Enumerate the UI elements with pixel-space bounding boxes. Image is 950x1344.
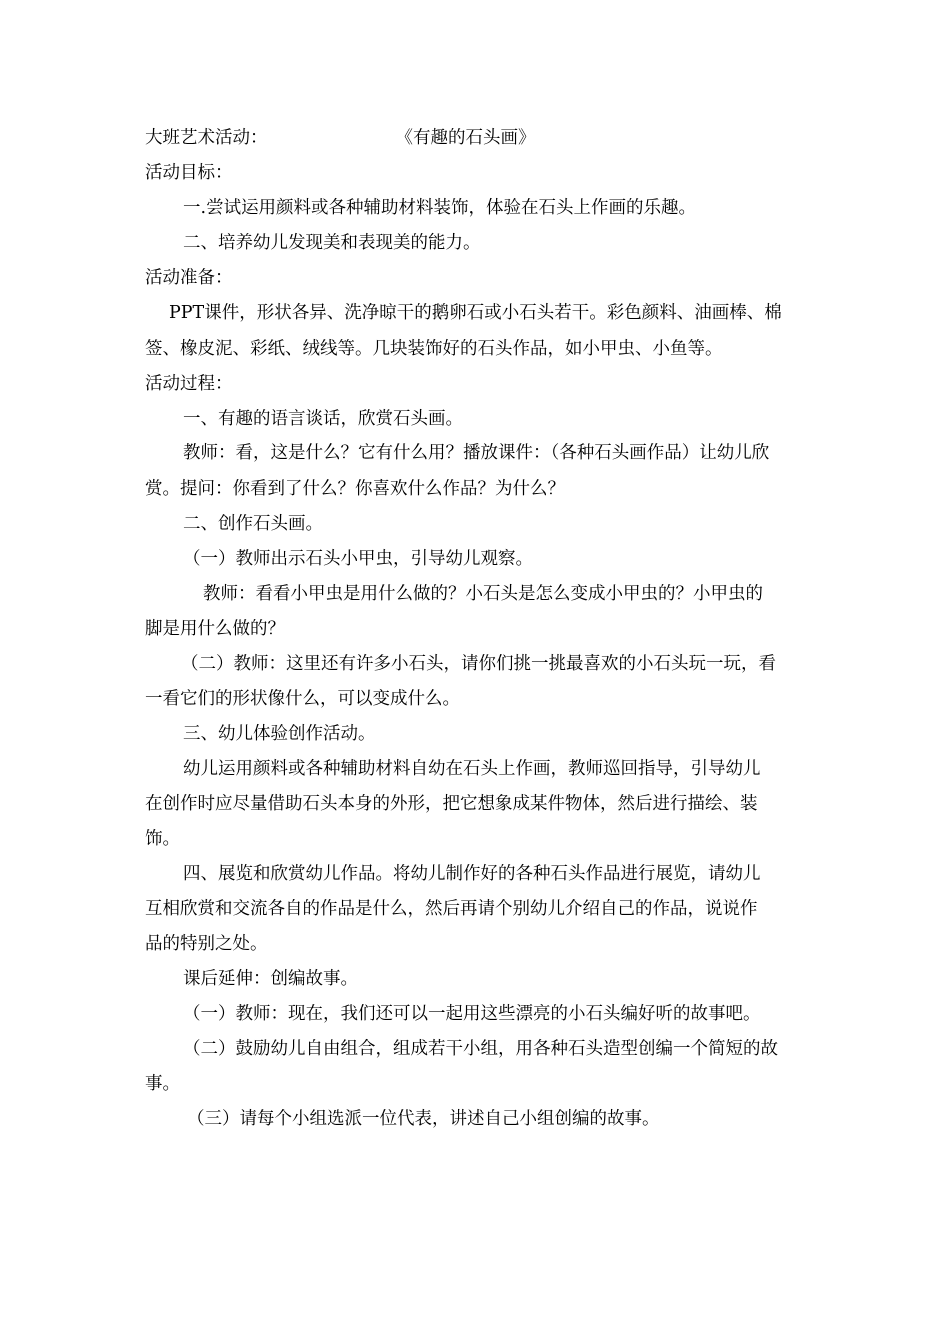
process-paragraph-line: 赏。提问：你看到了什么？你喜欢什么作品？为什么？ xyxy=(145,479,565,499)
preparation-paragraph-line: PPT课件，形状各异、洗净晾干的鹅卵石或小石头若干。彩色颜料、油画棒、棉 xyxy=(169,303,782,323)
process-substep: （一）教师出示石头小甲虫，引导幼儿观察。 xyxy=(183,549,533,569)
section-heading-goals: 活动目标： xyxy=(145,163,233,183)
preparation-paragraph-line: 签、橡皮泥、彩纸、绒线等。几块装饰好的石头作品，如小甲虫、小鱼等。 xyxy=(145,339,723,359)
process-paragraph-line: 脚是用什么做的？ xyxy=(145,619,285,639)
title-name: 《有趣的石头画》 xyxy=(395,128,536,148)
process-paragraph-line: 互相欣赏和交流各自的作品是什么，然后再请个别幼儿介绍自己的作品，说说作 xyxy=(145,899,758,919)
process-step-heading: 二、创作石头画。 xyxy=(183,514,323,534)
process-paragraph-line: 品的特别之处。 xyxy=(145,934,268,954)
goal-item-2: 二、培养幼儿发现美和表现美的能力。 xyxy=(183,233,481,253)
process-paragraph-line: 饰。 xyxy=(145,829,180,849)
process-paragraph-line: 幼儿运用颜料或各种辅助材料自幼在石头上作画，教师巡回指导，引导幼儿 xyxy=(183,759,761,779)
title-label: 大班艺术活动： xyxy=(145,128,268,148)
section-heading-preparation: 活动准备： xyxy=(145,268,233,288)
extension-item: （二）鼓励幼儿自由组合，组成若干小组，用各种石头造型创编一个简短的故 xyxy=(183,1039,778,1059)
process-step-heading: 三、幼儿体验创作活动。 xyxy=(183,724,376,744)
section-heading-extension: 课后延伸：创编故事。 xyxy=(183,969,358,989)
section-heading-process: 活动过程： xyxy=(145,374,233,394)
document-title xyxy=(145,126,536,150)
process-paragraph-line: 一看它们的形状像什么，可以变成什么。 xyxy=(145,689,460,709)
process-paragraph-line: 教师：看看小甲虫是用什么做的？小石头是怎么变成小甲虫的？小甲虫的 xyxy=(203,584,763,604)
extension-item: （一）教师：现在，我们还可以一起用这些漂亮的小石头编好听的故事吧。 xyxy=(183,1004,761,1024)
process-paragraph-line: 四、展览和欣赏幼儿作品。将幼儿制作好的各种石头作品进行展览，请幼儿 xyxy=(183,864,761,884)
process-paragraph-line: （二）教师：这里还有许多小石头，请你们挑一挑最喜欢的小石头玩一玩，看 xyxy=(181,654,776,674)
goal-item-1: 一.尝试运用颜料或各种辅助材料装饰，体验在石头上作画的乐趣。 xyxy=(183,198,697,218)
process-paragraph-line: 在创作时应尽量借助石头本身的外形，把它想象成某件物体，然后进行描绘、装 xyxy=(145,794,758,814)
extension-item: 事。 xyxy=(145,1074,180,1094)
process-paragraph-line: 教师：看，这是什么？它有什么用？播放课件：（各种石头画作品）让幼儿欣 xyxy=(183,443,770,463)
extension-item: （三）请每个小组选派一位代表，讲述自己小组创编的故事。 xyxy=(187,1109,660,1129)
process-step-heading: 一、有趣的语言谈话，欣赏石头画。 xyxy=(183,409,463,429)
